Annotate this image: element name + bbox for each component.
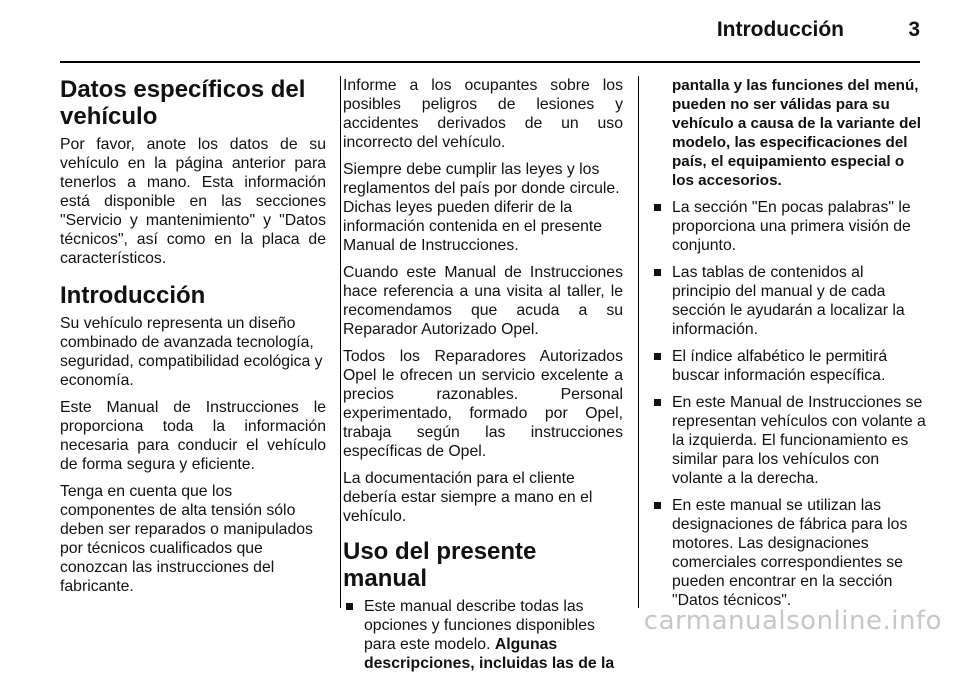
bold-continuation: pantalla y las funciones del menú, pueden no ser válidas para su vehículo a causa de la variante del modelo, las especificaciones del país, el equipamiento especial o los accesorios. xyxy=(672,77,922,189)
square-bullet-icon xyxy=(654,353,661,360)
header-rule xyxy=(60,61,920,63)
paragraph: Tenga en cuenta que los componentes de alta tensión sólo deben ser reparados o manipulados por técnicos cualificados que conozcan las instrucciones del fabricante. xyxy=(60,483,313,595)
square-bullet-icon xyxy=(654,269,661,276)
paragraph: Su vehículo representa un diseño combinado de avanzada tecnología, seguridad, compatibilidad ecológica y economía. xyxy=(60,315,323,389)
paragraph: Por favor, anote los datos de su vehículo en la página anterior para tenerlos a mano. Esta información está disponible en las secciones "Servicio y mantenimiento" y "Datos técnicos", así como en la placa de característicos. xyxy=(60,136,326,267)
column-3 xyxy=(651,76,926,618)
header-title: Introducción xyxy=(716,18,844,41)
column-2 xyxy=(343,76,623,681)
list-item xyxy=(651,496,926,610)
bullet-list xyxy=(651,198,926,610)
paragraph: Siempre debe cumplir las leyes y los reglamentos del país por donde circule. Dichas leyes pueden diferir de la información contenida en el presente Manual de Instrucciones. xyxy=(343,161,620,254)
list-item-text: Este manual describe todas las opciones y funciones disponibles para este modelo. xyxy=(364,598,595,653)
bullet-list xyxy=(343,597,623,673)
square-bullet-icon xyxy=(654,399,661,406)
square-bullet-icon xyxy=(654,502,661,509)
list-item xyxy=(651,198,926,255)
list-item-bold-text: Algunas descripciones, incluidas las de la xyxy=(364,636,615,672)
list-item xyxy=(651,347,926,385)
column-divider xyxy=(638,76,639,608)
column-divider xyxy=(340,76,341,608)
section-heading-introduction: Introducción xyxy=(60,282,206,309)
list-item xyxy=(651,263,926,339)
section-heading-vehicle-data: Datos específicos del vehículo xyxy=(60,76,306,130)
list-item xyxy=(651,393,926,488)
paragraph: La documentación para el cliente debería estar siempre a mano en el vehículo. xyxy=(343,470,593,525)
list-item-text: El índice alfabético le permitirá buscar información específica. xyxy=(672,348,888,384)
page-header xyxy=(60,14,920,54)
square-bullet-icon xyxy=(654,204,661,211)
list-item-text: En este Manual de Instrucciones se representan vehículos con volante a la izquierda. El funcionamiento es similar para los vehículos con volante a la derecha. xyxy=(672,394,926,487)
square-bullet-icon xyxy=(346,603,353,610)
paragraph: Informe a los ocupantes sobre los posibles peligros de lesiones y accidentes derivados de un uso incorrecto del vehículo. xyxy=(343,77,623,151)
column-1 xyxy=(60,76,326,604)
page-number: 3 xyxy=(908,18,920,41)
list-item xyxy=(343,597,623,673)
list-item-text: Las tablas de contenidos al principio del manual y de cada sección le ayudarán a localizar la información. xyxy=(672,264,905,338)
paragraph: Este Manual de Instrucciones le proporciona toda la información necesaria para conducir el vehículo de forma segura y eficiente. xyxy=(60,399,326,473)
watermark: carmanualsonline.info xyxy=(643,606,942,636)
list-item-text: En este manual se utilizan las designaciones de fábrica para los motores. Las designaciones comerciales correspondientes se pueden encontrar en la sección "Datos técnicos". xyxy=(672,497,908,609)
section-heading-manual-use: Uso del presente manual xyxy=(343,538,537,592)
list-item-text: La sección "En pocas palabras" le proporciona una primera visión de conjunto. xyxy=(672,199,911,254)
paragraph: Cuando este Manual de Instrucciones hace referencia a una visita al taller, le recomendamos que acuda a su Reparador Autorizado Opel. xyxy=(343,264,623,338)
paragraph: Todos los Reparadores Autorizados Opel le ofrecen un servicio excelente a precios razonables. Personal experimentado, formado por Opel, trabaja según las instrucciones específicas de Opel. xyxy=(343,348,623,460)
